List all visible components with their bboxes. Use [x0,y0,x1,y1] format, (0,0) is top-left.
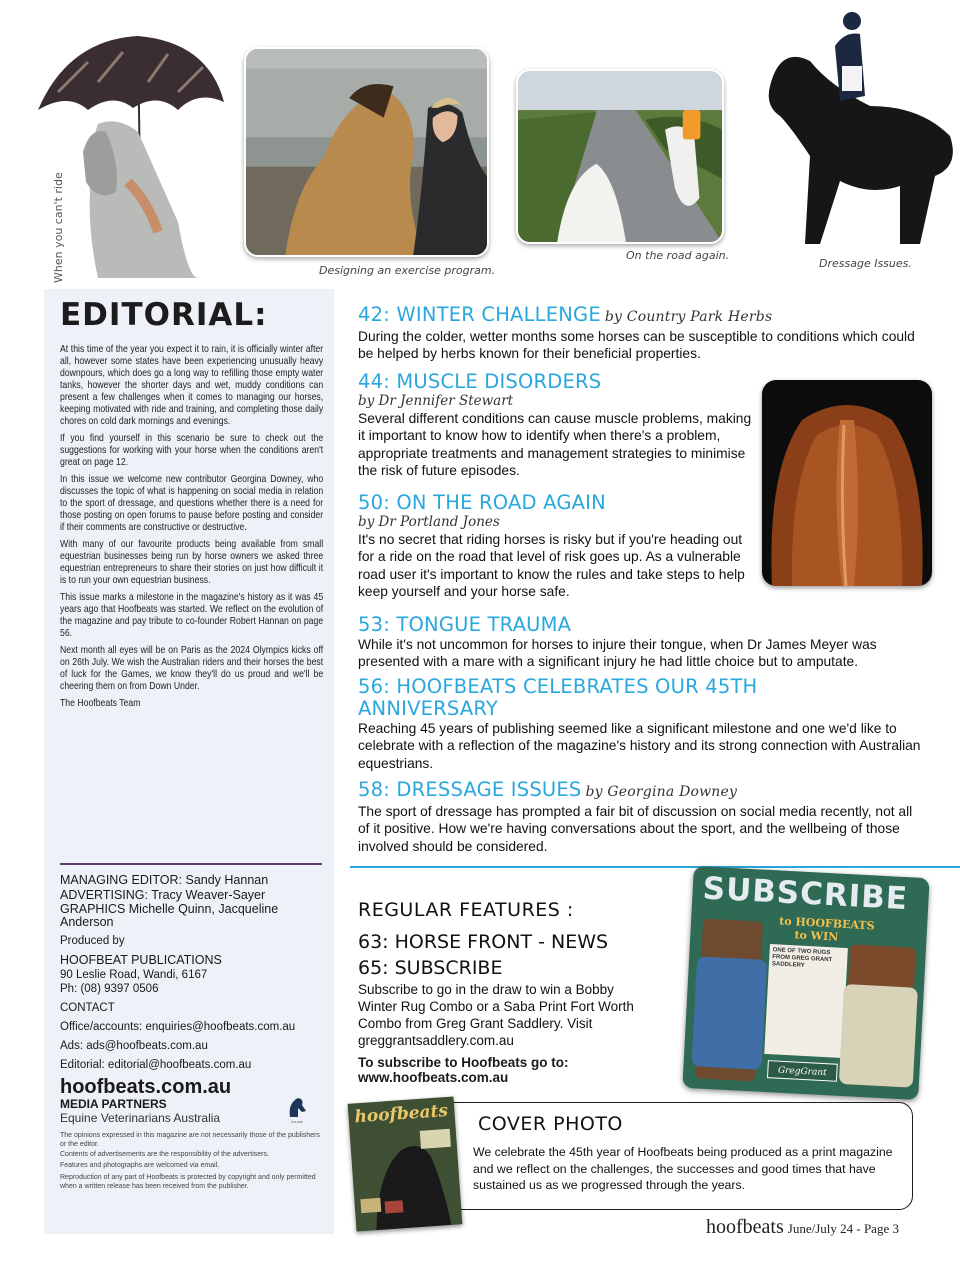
contents-author: by Dr Jennifer Stewart [358,393,514,409]
office-email[interactable]: Office/accounts: enquiries@hoofbeats.com.au [60,1021,296,1033]
disclaimer-advertisements: Contents of advertisements are the responsibility of the advertisers. [60,1151,269,1158]
editorial-divider [60,863,322,865]
subscribe-blurb-panel [764,944,848,1058]
publisher-name: HOOFBEAT PUBLICATIONS [60,953,222,967]
exercise-program-photo [244,47,489,257]
eva-logo-icon [284,1095,310,1131]
contents-heading: 58: DRESSAGE ISSUES [358,778,582,801]
contents-description: The sport of dressage has prompted a fair bit of discussion on social media recently, not all of it positive. How we're having conversations about the sport, and the wellbeing of those involved should be considered. [358,804,913,854]
contents-author: by Dr Portland Jones [358,514,500,530]
road-caption: On the road again. [626,249,730,262]
contents-item[interactable] [358,304,918,363]
editorial-paragraph: Next month all eyes will be on Paris as the 2024 Olympics kicks off on 26th July. We wish the Australian riders and their horses the best of luck for the Games, we know they'll do us proud and we'll be cheering them on from Down Under. [60,645,324,692]
contents-description: During the colder, wetter months some horses can be susceptible to conditions which could be helped by herbs known for their beneficial properties. [358,329,915,362]
subscribe-sub-to-win: to WIN [794,928,839,944]
contents-byline: by Georgina Downey [585,784,738,800]
cover-magazine-thumbnail[interactable] [348,1096,463,1231]
subscribe-description: Subscribe to go in the draw to win a Bobby Winter Rug Combo or a Saba Print Fort Worth Combo from Greg Grant Saddlery. Visit greggrantsaddlery.com.au [358,982,634,1048]
editorial-paragraph: In this issue we welcome new contributor Georgina Downey, who discusses the topic of what is happening on social media in relation to the sport of dressage, and questions whether there is a need for those posting on open forums to pause before posting and consider if their comments are constructive or destructive. [60,474,324,533]
editorial-signoff: The Hoofbeats Team [60,698,141,709]
disclaimer-contributions: Features and photographs are welcomed via email. [60,1161,220,1169]
road-ride-photo [516,69,724,244]
managing-editor: MANAGING EDITOR: Sandy Hannan [60,873,269,887]
contents-heading: 42: WINTER CHALLENGE [358,303,601,326]
contents-item[interactable] [358,371,754,479]
regular-features [358,898,658,1085]
editorial-email[interactable]: Editorial: editorial@hoofbeats.com.au [60,1059,252,1071]
editorial-title: EDITORIAL: [60,297,268,333]
muscle-photo [762,380,932,586]
contents-description: Reaching 45 years of publishing seemed like a significant milestone and one we'd like to celebrate with a reflection of the magazine's history and its strong connection with Australian equestrians. [358,721,921,771]
regular-feature-subscribe[interactable]: 65: SUBSCRIBE [358,957,503,979]
editorial-paragraph: If you find yourself in this scenario be sure to check out the suggestions for working with your horse when the conditions aren't great on page 12. [60,433,324,468]
contents-item[interactable] [358,779,918,855]
exercise-caption: Designing an exercise program. [319,264,496,277]
rug-print [839,984,918,1088]
media-partners-label: MEDIA PARTNERS [60,1097,167,1111]
regular-features-title: REGULAR FEATURES : [358,899,574,921]
contact-label: CONTACT [60,1002,115,1014]
editorial-body [60,344,324,715]
subscribe-sub-to-hoofbeats: to HOOFBEATS [778,914,875,933]
editorial-sidebar [44,289,334,1234]
contents-description: It's no secret that riding horses is risky but if you're heading out for a ride on the road that level of risk goes up. As a vulnerable road user it's important to know the rules and take steps to help keep yourself and your horse safe. [358,532,745,599]
cover-photo-title: COVER PHOTO [478,1113,623,1135]
page-footer [706,1216,899,1239]
contents-description: While it's not uncommon for horses to injure their tongue, when Dr James Meyer was presented with a mare with a significant injury he had little choice but to amputate. [358,637,877,670]
ads-email[interactable]: Ads: ads@hoofbeats.com.au [60,1040,208,1052]
contents-heading: 50: ON THE ROAD AGAIN [358,491,606,514]
media-partner-name: Equine Veterinarians Australia [60,1111,221,1125]
contents-heading: 56: HOOFBEATS CELEBRATES OUR 45TH [358,675,758,698]
contents-item[interactable] [358,492,754,600]
svg-text:EQUINE: EQUINE [291,1120,303,1124]
greg-grant-logo: GregGrant [767,1060,838,1082]
editorial-paragraph: This issue marks a milestone in the magazine's history as it was 45 years ago that Hoofbeats was started. We reflect on the evolution of the magazine and pay tribute to co-founder Robert Hannan on page 56. [60,592,324,639]
cover-photo-box [415,1102,913,1210]
contents-description: Several different conditions can cause muscle problems, making it important to know how to identify when there's a problem, appropriate treatments and management strategies to minimise the risk of future episodes. [358,411,752,478]
section-divider [350,866,960,868]
contents-heading: 53: TONGUE TRAUMA [358,613,572,636]
regular-feature-news[interactable]: 63: HORSE FRONT - NEWS [358,931,609,953]
subscribe-advert[interactable] [682,866,929,1100]
subscribe-cta[interactable]: To subscribe to Hoofbeats go to: www.hoofbeats.com.au [358,1055,569,1085]
subscribe-blurb: ONE OF TWO RUGS FROM GREG GRANT SADDLERY [771,947,833,969]
editorial-paragraph: At this time of the year you expect it to rain, it is officially winter after all, however some states have been experiencing unusually heavy downpours, which does go a long way to refilling those empty water tanks, however the shorter days and wet, muddy conditions can present a few challenges when it comes to managing our horses, keeping motivated with ride and training, and completing those daily chores on cold dark mornings and evenings. [60,344,324,427]
cover-photo-text: We celebrate the 45th year of Hoofbeats being produced as a print magazine and we reflect on the challenges, the successes and good times that have sustained us as we progressed through the years. [473,1145,893,1192]
contents-item[interactable] [358,676,923,772]
graphics-credit: GRAPHICS Michelle Quinn, Jacqueline Anderson [60,902,279,929]
produced-by-label: Produced by [60,935,125,947]
subscribe-headline: SUBSCRIBE [701,870,909,918]
dressage-caption: Dressage Issues. [819,257,912,270]
credits-block [60,873,328,1191]
umbrella-caption: When you can't ride [52,172,65,283]
website-link[interactable]: hoofbeats.com.au [60,1076,232,1098]
contents-heading: 44: MUSCLE DISORDERS [358,370,602,393]
advertising-credit: ADVERTISING: Tracy Weaver-Sayer [60,888,266,902]
contents-item[interactable] [358,614,918,671]
disclaimer-opinions: The opinions expressed in this magazine are not necessarily those of the publishers or the editor. [60,1132,320,1148]
contents-heading-continued: ANNIVERSARY [358,697,498,720]
rug-blue [691,956,767,1070]
cover-masthead: hoofbeats [353,1100,449,1128]
dressage-photo [750,6,960,244]
publisher-phone: Ph: (08) 9397 0506 [60,983,159,995]
footer-brand: hoofbeats [706,1216,784,1238]
disclaimer-copyright: Reproduction of any part of Hoofbeats is protected by copyright and only permitted when a written release has been received from the publisher. [60,1174,316,1190]
contents-byline: by Country Park Herbs [604,309,773,325]
editorial-paragraph: With many of our favourite products being available from small equestrian businesses being run by horse owners we asked three equestrian entrepreneurs to share their stories on just how difficult it is to run your own equestrian business. [60,539,324,586]
publisher-address: 90 Leslie Road, Wandi, 6167 [60,969,208,981]
footer-page-number: June/July 24 - Page 3 [787,1221,899,1236]
